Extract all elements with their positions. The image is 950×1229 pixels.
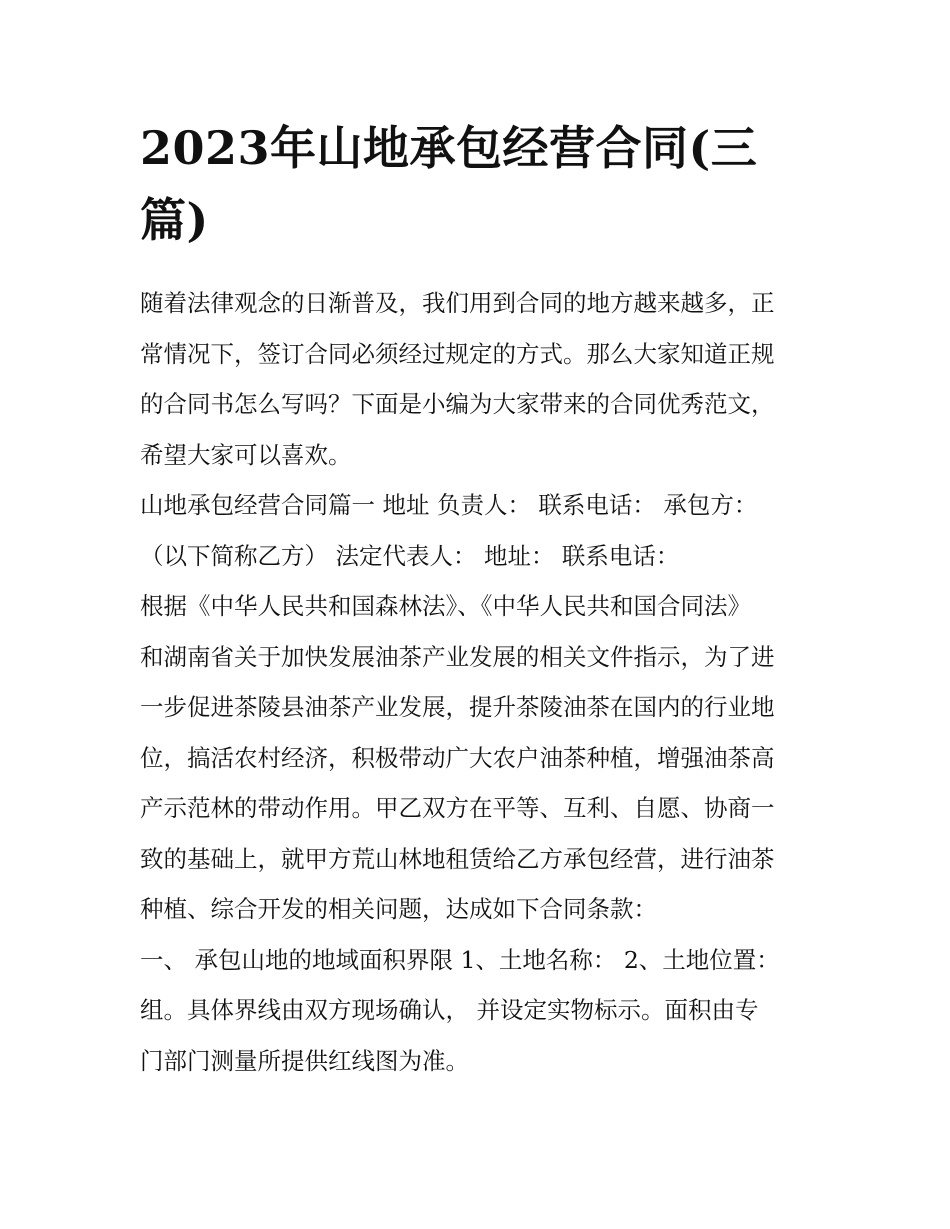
document-title xyxy=(140,112,820,256)
document-body xyxy=(140,278,820,1086)
text-line: 种植、综合开发的相关问题，达成如下合同条款： xyxy=(140,895,657,923)
text-line: 随着法律观念的日渐普及，我们用到合同的地方越来越多，正 xyxy=(140,289,775,317)
title-line-2: 篇) xyxy=(140,193,209,247)
text-line: 门部门测量所提供红线图为准。 xyxy=(140,1046,469,1075)
text-line: 和湖南省关于加快发展油茶产业发展的相关文件指示，为了进 xyxy=(140,642,775,671)
title-line-1: 2023年山地承包经营合同(三 xyxy=(140,121,758,175)
text-line: 的合同书怎么写吗？下面是小编为大家带来的合同优秀范文， xyxy=(140,390,775,418)
paragraph-basis xyxy=(140,581,820,935)
text-line: 致的基础上，就甲方荒山林地租赁给乙方承包经营，进行油茶 xyxy=(140,844,775,873)
paragraph-article-1 xyxy=(140,935,820,1087)
text-line: 常情况下，签订合同必须经过规定的方式。那么大家知道正规 xyxy=(140,339,775,368)
text-line: （以下简称乙方） 法定代表人： 地址： 联系电话： xyxy=(140,541,680,570)
paragraph-parties xyxy=(140,480,820,581)
text-line: 组。具体界线由双方现场确认， 并设定实物标示。面积由专 xyxy=(140,996,759,1024)
text-line: 一步促进茶陵县油茶产业发展，提升茶陵油茶在国内的行业地 xyxy=(140,693,775,721)
paragraph-intro xyxy=(140,278,820,480)
text-line: 产示范林的带动作用。甲乙双方在平等、互利、自愿、协商一 xyxy=(140,794,775,822)
text-line: 一、 承包山地的地域面积界限 1、土地名称： 2、土地位置： xyxy=(140,945,780,974)
text-line: 希望大家可以喜欢。 xyxy=(140,440,352,469)
text-line: 山地承包经营合同篇一 地址 负责人： 联系电话： 承包方： xyxy=(140,491,758,519)
text-line: 根据《中华人民共和国森林法》、《中华人民共和国合同法》 xyxy=(140,592,751,620)
text-line: 位，搞活农村经济，积极带动广大农户油茶种植，增强油茶高 xyxy=(140,743,775,772)
